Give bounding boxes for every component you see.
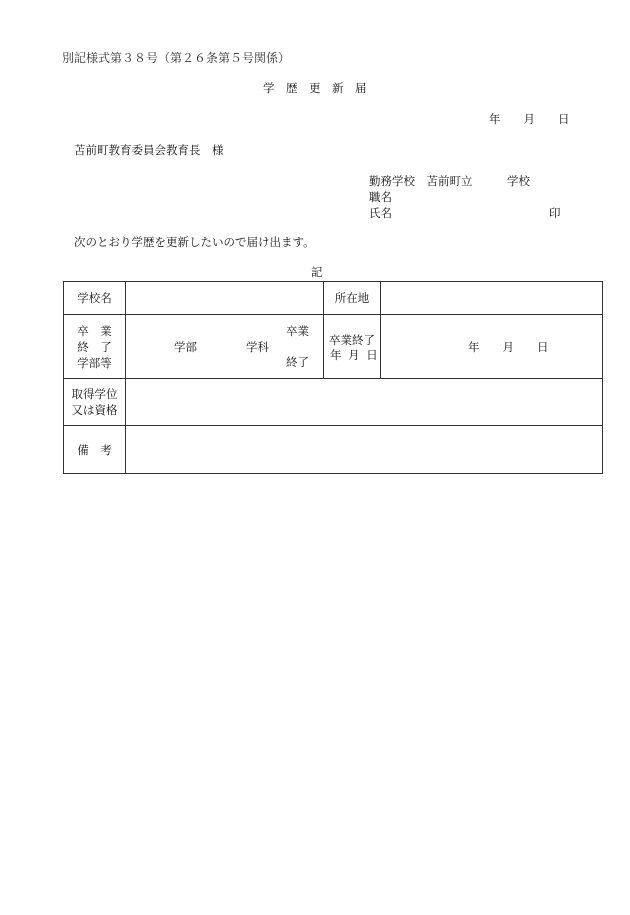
degree-label-line1: 取得学位 xyxy=(71,387,118,401)
completion-label-faculty: 学部等 xyxy=(77,355,112,370)
degree-label-cell xyxy=(64,379,126,426)
degree-cell xyxy=(126,379,603,426)
applicant-position-label: 職名 xyxy=(369,190,392,204)
completion-label-cell xyxy=(64,315,126,379)
school-row xyxy=(64,282,603,315)
ki-heading: 記 xyxy=(311,265,323,279)
location-label: 所在地 xyxy=(324,282,381,315)
applicant-school-line: 勤務学校 苫前町立 学校 xyxy=(369,174,530,188)
faculty-cell xyxy=(126,315,324,379)
degree-label-line2: 又は資格 xyxy=(71,403,118,417)
completion-date-ymd-label: 年 月 日 xyxy=(330,348,378,362)
seal-mark: 印 xyxy=(549,206,561,220)
completion-row xyxy=(64,315,603,379)
school-name-label: 学校名 xyxy=(64,282,126,315)
completion-date-label: 卒業終了 xyxy=(329,333,375,347)
department-label: 学科 xyxy=(246,340,269,354)
graduated-label: 卒業 xyxy=(286,324,309,338)
document-title: 学 歴 更 新 届 xyxy=(263,81,367,95)
completion-date-label-cell xyxy=(324,315,381,379)
form-number: 別記様式第３８号（第２６条第５号関係） xyxy=(62,51,291,65)
record-table xyxy=(63,281,603,474)
completed-label: 終了 xyxy=(286,355,309,369)
degree-row xyxy=(64,379,603,426)
completion-date-value: 年 月 日 xyxy=(468,340,549,354)
addressee: 苫前町教育委員会教育長 様 xyxy=(74,143,224,157)
remarks-cell xyxy=(126,426,603,474)
faculty-label: 学部 xyxy=(174,340,197,354)
statement: 次のとおり学歴を更新したいので届け出ます。 xyxy=(74,235,315,249)
remarks-row xyxy=(64,426,603,474)
completion-label-graduation: 卒 業 xyxy=(77,323,112,338)
school-name-cell xyxy=(126,282,324,315)
remarks-label: 備 考 xyxy=(64,426,126,474)
applicant-name-label: 氏名 xyxy=(369,206,392,220)
completion-label-completion: 終 了 xyxy=(77,339,112,354)
location-cell xyxy=(381,282,603,315)
submission-date: 年 月 日 xyxy=(489,112,570,126)
completion-date-cell xyxy=(381,315,603,379)
